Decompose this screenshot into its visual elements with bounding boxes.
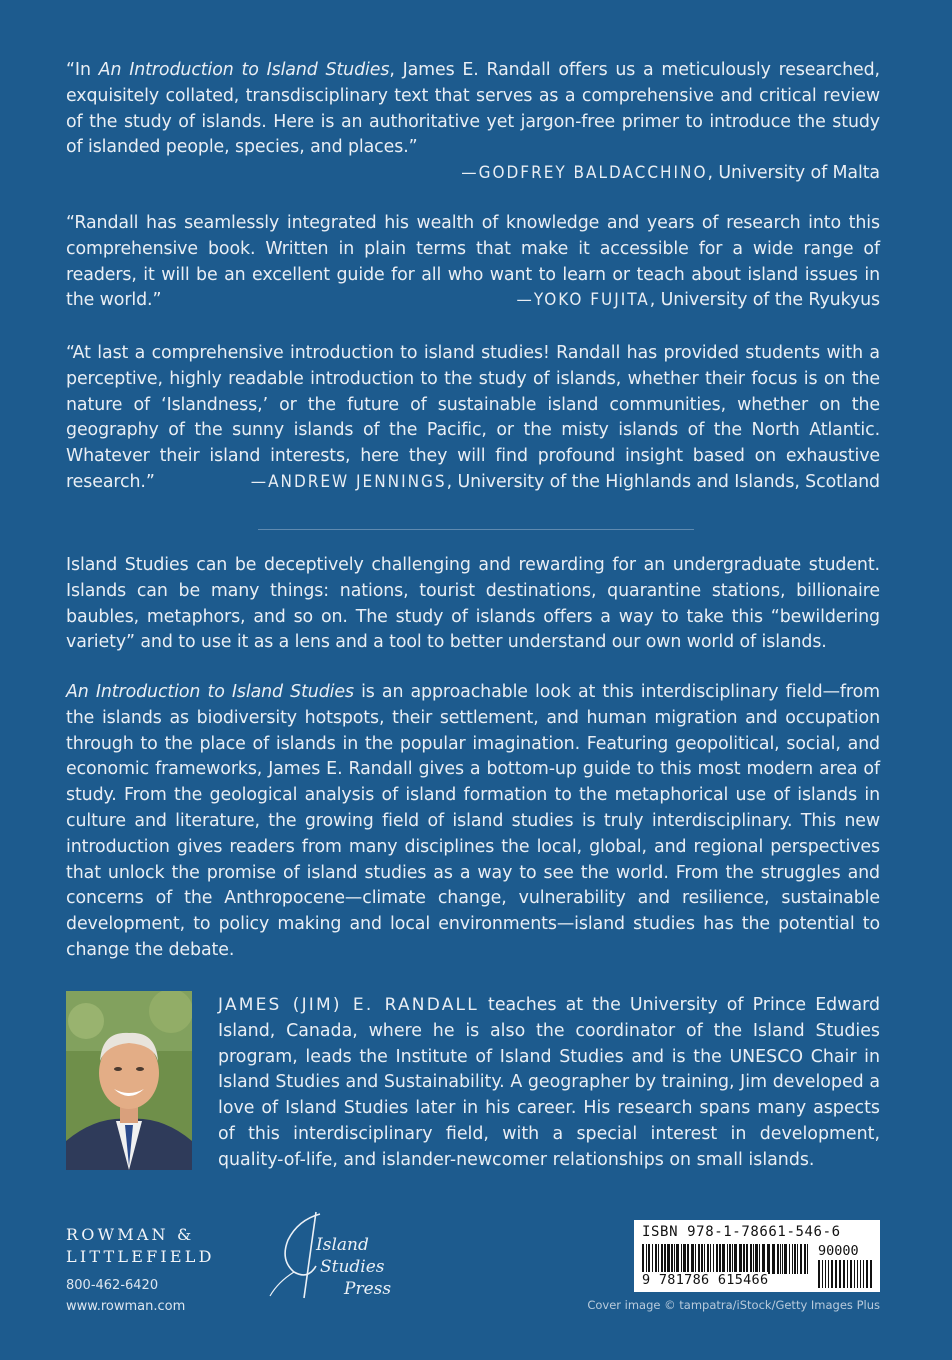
barcode-bar (780, 1244, 781, 1274)
barcode-bar (674, 1244, 675, 1274)
barcode-bar (727, 1244, 728, 1274)
barcode-bar (800, 1244, 802, 1274)
addon-bar (854, 1260, 855, 1288)
barcode-bar (658, 1244, 659, 1274)
blurb-quote-1 (66, 58, 880, 187)
cover-image-credit: Cover image © tampatra/iStock/Getty Images Plus (587, 1298, 880, 1312)
barcode-bar (767, 1244, 770, 1274)
book-title: An Introduction to Island Studies (66, 682, 354, 702)
quote-attribution-line (66, 288, 880, 314)
barcode-bar (661, 1244, 663, 1274)
barcode-bar (710, 1244, 711, 1274)
barcode-bar (739, 1244, 742, 1274)
barcode-bar (792, 1244, 793, 1274)
barcode-bar (719, 1244, 721, 1274)
barcode-bar (777, 1244, 779, 1274)
barcode-bar (734, 1244, 737, 1274)
quote-attribution (66, 161, 880, 187)
barcode-bar (755, 1244, 758, 1274)
barcode-bar (729, 1244, 731, 1274)
addon-bar (863, 1260, 864, 1288)
description-paragraph-2: An Introduction to Island Studies is an approachable look at this interdisciplinary field—from the islands as biodiversity hotspots, their settlement, and human migration and occupation through to the place of islands in the popular imagination. Featuring geopolitical, social, and economic frameworks, James E. Randall gives a bottom-up guide to this most modern area of study. From the geological analysis of island formation to the metaphorical use of islands in culture and literature, the growing field of island studies is truly interdisciplinary. This new introduction gives readers from many disciplines the local, global, and regional perspectives that unlock the promise of island studies as a way to see the world. From the struggles and concerns of the Anthropocene—climate change, vulnerability and resilience, sustainable development, to policy making and local environments—island studies has the potential to change the debate. (66, 682, 880, 960)
barcode-bar (722, 1244, 725, 1274)
barcode-bar (716, 1244, 718, 1274)
barcode-bar (743, 1244, 745, 1274)
author-portrait-image (66, 991, 192, 1170)
publisher-contact (66, 1275, 185, 1317)
addon-bar (822, 1260, 823, 1288)
addon-bar (828, 1260, 829, 1288)
barcode-bar (676, 1244, 679, 1274)
addon-bar (835, 1260, 837, 1288)
author-bio: JAMES (JIM) E. RANDALL teaches at the University of Prince Edward Island, Canada, where he is also the coordinator of the Island Studies program, leads the Institute of Island Studies and is the UNESCO Chair in Island Studies and Sustainability. A geographer by training, Jim developed a love of Island Studies later in his career. His research spans many aspects of this interdisciplinary field, with a special interest in development, quality-of-life, and islander-newcomer relationships on small islands. (218, 995, 880, 1170)
quote-author-name: —ANDREW JENNINGS (250, 471, 447, 492)
book-title: An Introduction to Island Studies (98, 60, 390, 80)
barcode-bar (782, 1244, 783, 1274)
barcode-bar (695, 1244, 696, 1274)
publisher-website: www.rowman.com (66, 1299, 186, 1314)
quote-affiliation: , University of the Ryukyus (649, 290, 880, 311)
barcode-bar (789, 1244, 790, 1274)
barcode-bar (794, 1244, 796, 1274)
barcode-bar (646, 1244, 647, 1274)
barcode-bar (655, 1244, 657, 1274)
quote-attribution-line (66, 470, 880, 496)
addon-bar (857, 1260, 858, 1288)
barcode-bar (713, 1244, 714, 1274)
quote-author-name: —YOKO FUJITA (516, 290, 650, 311)
barcode-bar (681, 1244, 682, 1274)
barcode-bar (671, 1244, 673, 1274)
barcode-bar (759, 1244, 760, 1274)
addon-bar (847, 1260, 848, 1288)
barcode-bar (704, 1244, 705, 1274)
addon-bar (818, 1260, 820, 1288)
section-divider (258, 529, 694, 530)
addon-bar (831, 1260, 833, 1288)
addon-bar (870, 1260, 872, 1288)
barcode-bar (648, 1244, 650, 1274)
barcode-bar (732, 1244, 733, 1274)
barcode-bar (691, 1244, 694, 1274)
author-photo (66, 991, 192, 1170)
island-studies-press-logo (258, 1210, 418, 1302)
publisher-phone: 800-462-6420 (66, 1278, 159, 1293)
barcode-bar (707, 1244, 709, 1274)
barcode-bar (807, 1244, 808, 1274)
svg-text:Island: Island (316, 1235, 369, 1255)
description-paragraph-1: Island Studies can be deceptively challenging and rewarding for an undergraduate student. Islands can be many things: nations, tourist destinations, quarantine stations, billionaire baubles, metaphors, and so on. The study of islands offers a way to take this “bewildering variety” and to use it as a lens and a tool to better understand our own world of islands. (66, 555, 880, 653)
isbn-barcode (634, 1220, 880, 1292)
isbn-label: ISBN 978-1-78661-546-6 (642, 1224, 841, 1240)
barcode-bar (762, 1244, 765, 1274)
addon-bar (850, 1260, 852, 1288)
publisher-logo: ROWMAN & LITTLEFIELD (66, 1225, 215, 1266)
addon-bar (825, 1260, 826, 1288)
quote-text: “At last a comprehensive introduction to island studies! Randall has provided students with a perceptive, highly readable introduction to the study of islands, whether their focus is on the nature of ‘Islandness,’ or the future of sustainable island communities, whether on the geography of the sunny islands of the Pacific, or the misty islands of the North Atlantic. Whatever their island interests, here they will find profound insight based on exhaustive research.” (66, 343, 880, 492)
barcode-bar (753, 1244, 754, 1274)
barcode-bar (784, 1244, 787, 1274)
addon-bar (866, 1260, 868, 1288)
barcode-number: 9 781786 615466 (642, 1272, 769, 1288)
quote-affiliation: , University of Malta (707, 163, 880, 184)
quote-text: “In An Introduction to Island Studies, James E. Randall offers us a meticulously researched, exquisitely collated, transdisciplinary text that serves as a comprehensive and critical review of the study of islands. Here is an authoritative yet jargon-free primer to introduce the study of islanded people, species, and places.” (66, 60, 880, 158)
svg-text:Studies: Studies (320, 1257, 385, 1277)
blurb-quote-2 (66, 211, 880, 314)
barcode-bar (772, 1244, 775, 1274)
barcode-bar (750, 1244, 752, 1274)
svg-text:Press: Press (344, 1279, 392, 1299)
blurb-quote-3 (66, 341, 880, 496)
barcode-bar (797, 1244, 798, 1274)
addon-bar (860, 1260, 861, 1288)
barcode-bar (804, 1244, 806, 1274)
addon-bar (843, 1260, 845, 1288)
barcode-bar (667, 1244, 670, 1274)
quote-affiliation: , University of the Highlands and Islands, Scotland (446, 471, 880, 492)
quote-author-name: —GODFREY BALDACCHINO (461, 163, 708, 184)
quote-text: “Randall has seamlessly integrated his wealth of knowledge and years of research into this comprehensive book. Written in plain terms that make it accessible for a wide range of readers, it will be an excellent guide for all who want to learn or teach about island issues in the world.” (66, 213, 880, 311)
barcode-bar (701, 1244, 703, 1274)
barcode-bar (746, 1244, 748, 1274)
addon-bar (839, 1260, 841, 1288)
barcode-bar (687, 1244, 689, 1274)
barcode-bar (698, 1244, 700, 1274)
author-name: JAMES (JIM) E. RANDALL (218, 995, 479, 1015)
barcode-bar (683, 1244, 686, 1274)
barcode-bar (652, 1244, 653, 1274)
barcode-bar (642, 1244, 644, 1274)
price-code: 90000 (818, 1243, 859, 1259)
barcode-bar (664, 1244, 666, 1274)
